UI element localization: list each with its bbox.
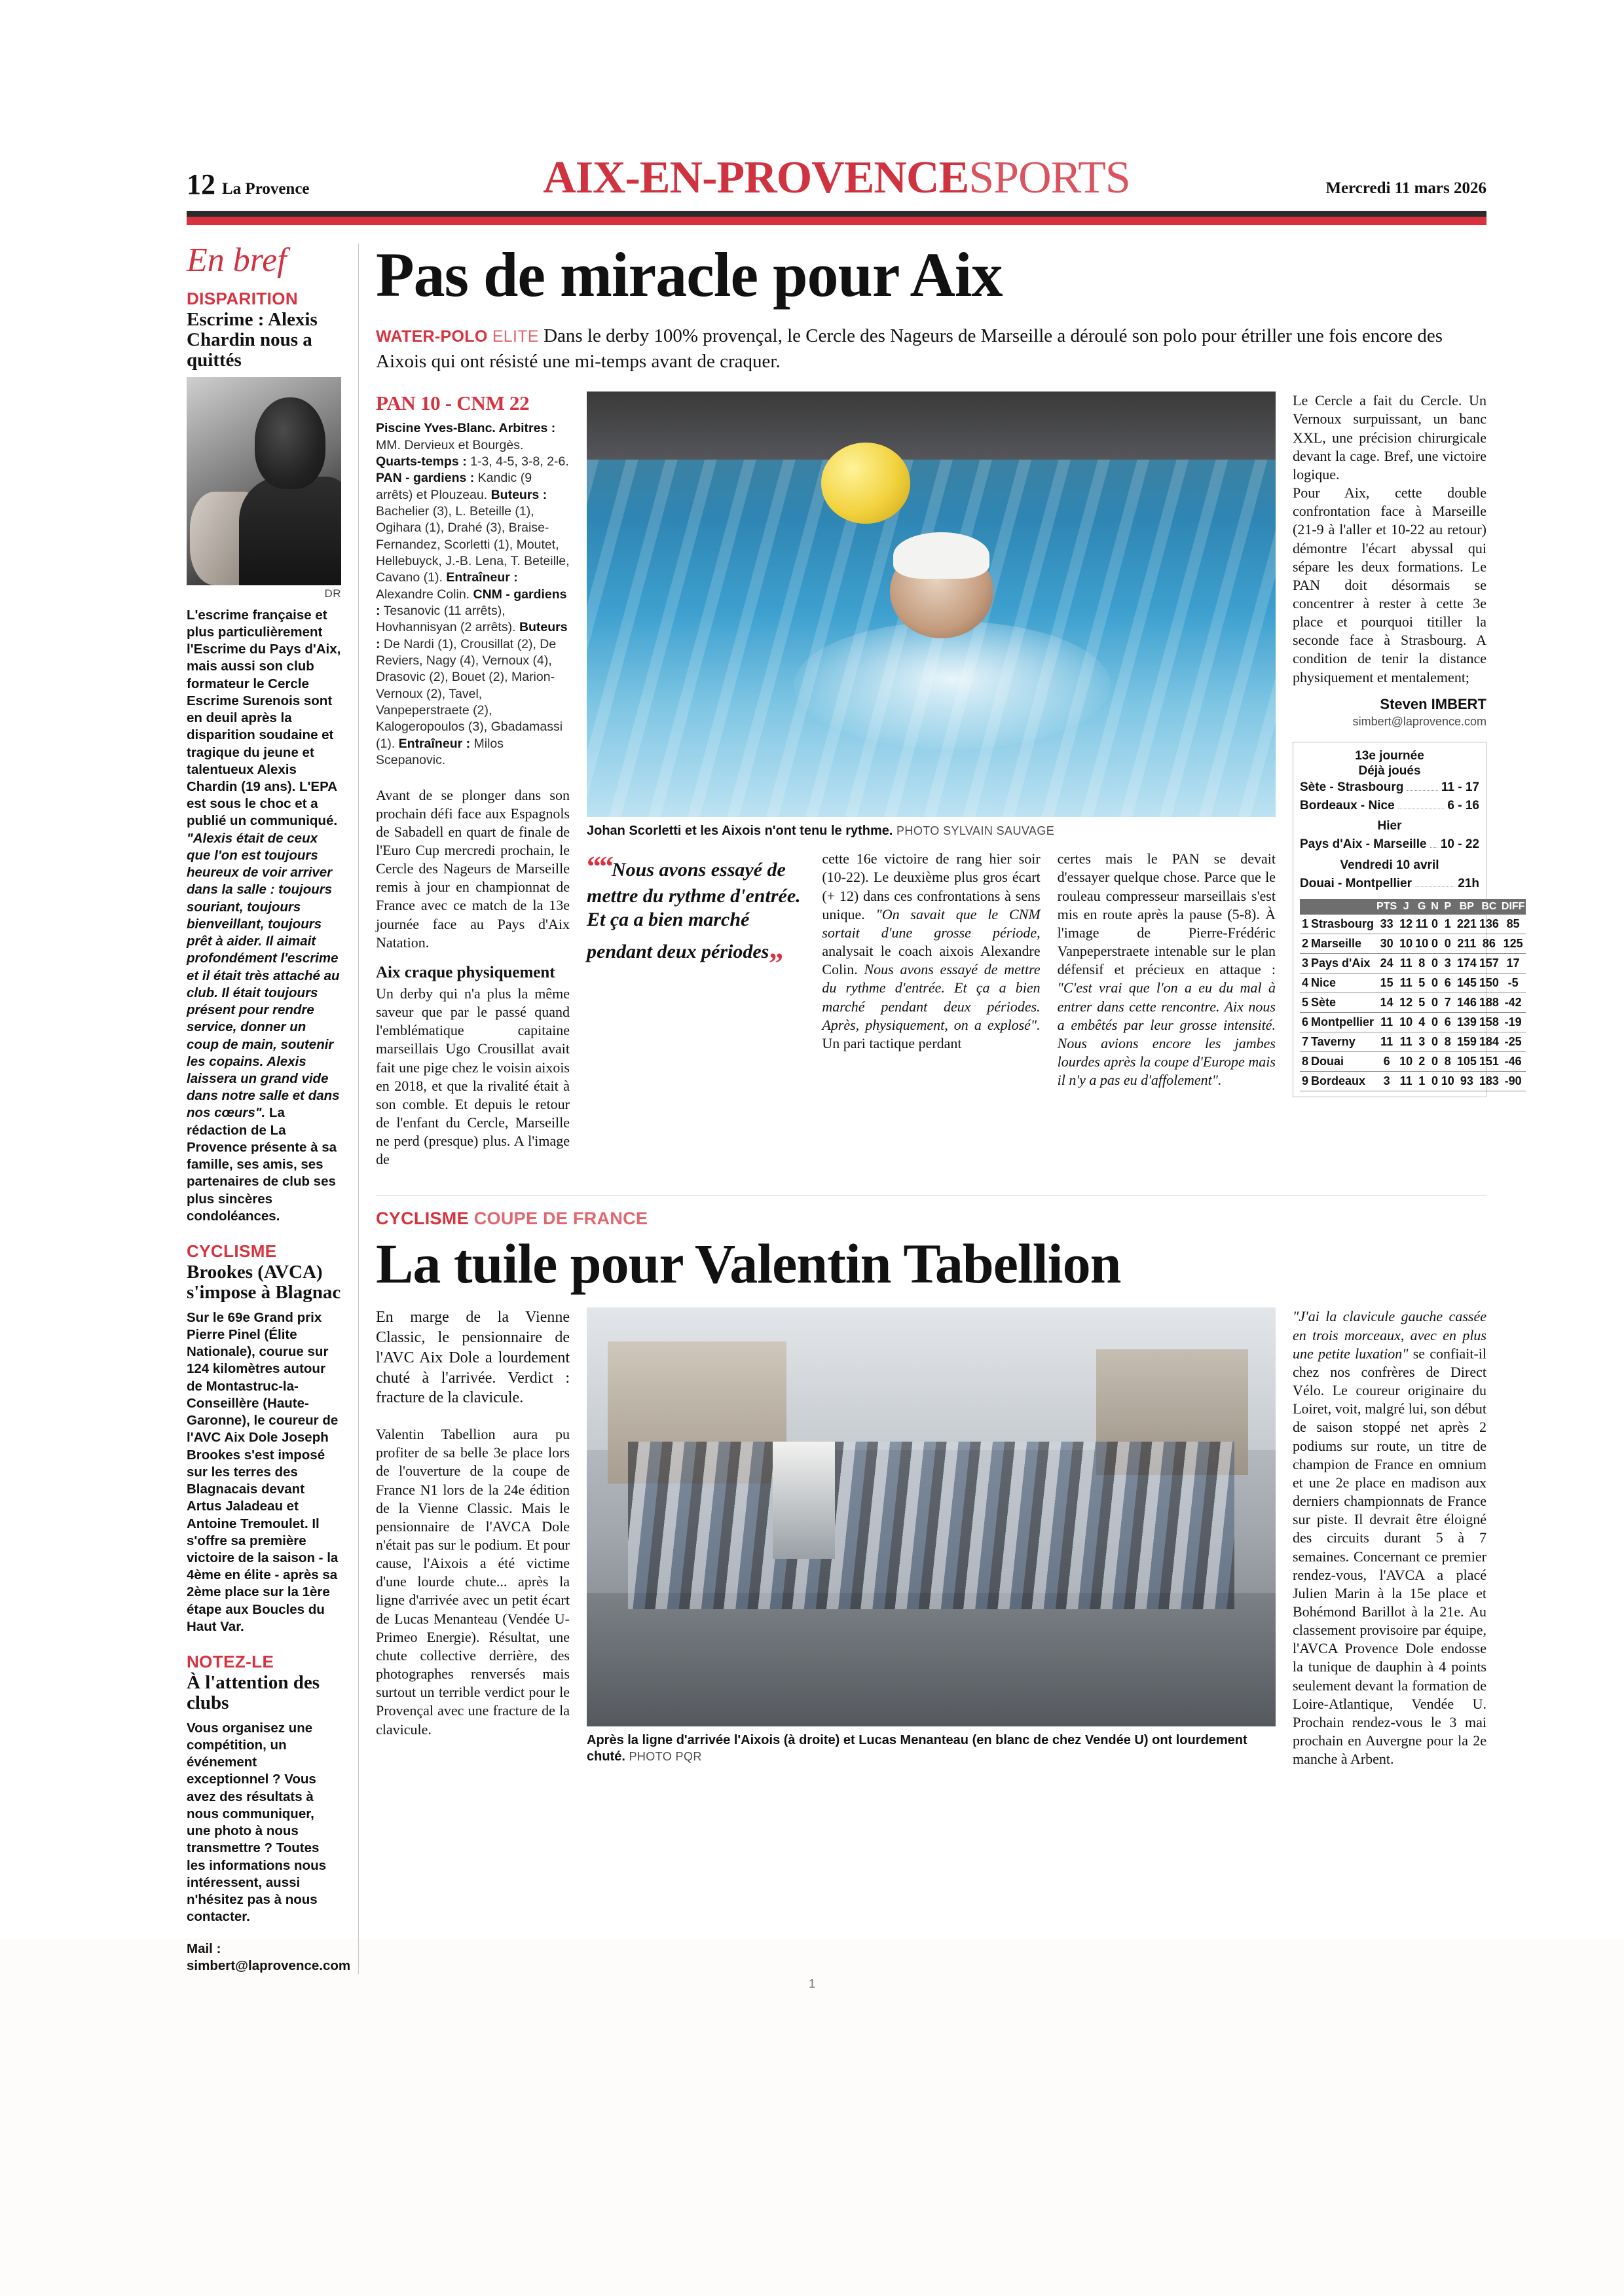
result-score: 10 - 22 — [1440, 837, 1479, 852]
standings-lost: 0 — [1440, 934, 1456, 953]
standings-lost: 7 — [1440, 993, 1456, 1012]
standings-played: 12 — [1398, 993, 1414, 1012]
standings-lost: 10 — [1440, 1071, 1456, 1091]
th-n: N — [1430, 899, 1440, 915]
standings-won: 4 — [1414, 1012, 1430, 1032]
article1-col2-p1-text: cette 16e victoire de rang hier soir (10-22). Le deuxième plus gros écart (+ 12) dans ces confrontations à sens unique. — [822, 850, 1041, 922]
facts-cnm-scorers: De Nardi (1), Crousillat (2), De Reviers, Nagy (4), Vernoux (4), Drasovic (2), Bouet (2), Marion-Vernoux (2), Tavel, Vanpeperstraete (2), Kalogeropoulos (3), Gbadamassi (1). — [376, 636, 563, 751]
standings-lost: 6 — [1440, 1012, 1456, 1032]
standings-pts: 15 — [1375, 973, 1398, 993]
standings-goals-against: 158 — [1478, 1012, 1500, 1032]
standings-position: 4 — [1300, 973, 1310, 993]
standings-won: 3 — [1414, 1032, 1430, 1051]
standings-lost: 8 — [1440, 1051, 1456, 1071]
main-content — [376, 240, 1525, 1975]
article1-col2-p1 — [822, 850, 1040, 1053]
photo2-road — [587, 1593, 1276, 1727]
standings-goal-diff: 125 — [1500, 934, 1526, 953]
brief-photo-credit: DR — [324, 587, 341, 600]
standings-goals-against: 184 — [1478, 1032, 1500, 1051]
standings-position: 5 — [1300, 993, 1310, 1012]
article2 — [376, 1195, 1486, 1768]
standings-drawn: 0 — [1430, 1012, 1440, 1032]
brief3-kicker: NOTEZ-LE — [187, 1652, 274, 1672]
standings-row — [1300, 1051, 1526, 1071]
standings-pts: 11 — [1375, 1032, 1398, 1051]
photo-waterpolo-ball — [821, 443, 911, 524]
standings-pts: 14 — [1375, 993, 1398, 1012]
standings-goal-diff: -5 — [1500, 973, 1526, 993]
result-match: Bordeaux - Nice — [1300, 798, 1395, 812]
facts-venue: MM. Dervieux et Bourgès. — [376, 437, 524, 452]
page-columns — [187, 240, 1525, 1975]
standings-position: 6 — [1300, 1012, 1310, 1032]
facts-pan-gk: Kandic (9 arrêts) et Plouzeau. — [376, 471, 532, 502]
paper-name: La Provence — [222, 180, 310, 198]
standings-won: 5 — [1414, 993, 1430, 1012]
article1-col3-p1 — [1058, 850, 1276, 1089]
match-score: PAN 10 - CNM 22 — [376, 392, 530, 415]
result-score: 11 - 17 — [1441, 780, 1479, 795]
brief-photo-alexis-chardin — [187, 377, 341, 585]
th-j: J — [1398, 899, 1414, 915]
photo-body-shape — [239, 477, 341, 585]
article2-col4-text — [1293, 1307, 1486, 1768]
standings-won: 8 — [1414, 953, 1430, 973]
standings-played: 11 — [1398, 1032, 1414, 1051]
th-pts: PTS — [1375, 899, 1398, 915]
standings-lost: 3 — [1440, 953, 1456, 973]
result-match: Douai - Montpellier — [1300, 877, 1412, 891]
brief-cyclisme — [187, 1242, 341, 1635]
standings-pts: 24 — [1375, 953, 1398, 973]
standings-team: Douai — [1310, 1051, 1375, 1071]
standings-row — [1300, 993, 1526, 1012]
sidebar-spacer-1 — [187, 1225, 341, 1242]
standings-row — [1300, 973, 1526, 993]
standings-team: Sète — [1310, 993, 1375, 1012]
brief-body-quote: "Alexis était de ceux que l'on est toujours heureux de voir arriver dans la salle : toujours souriant, toujours bienveillant, toujours prêt à aider. Il aimait profondément l'escrime et il était très attaché au club. Il était toujours présent pour rendre service, donner un coup de main, soutenir les copains. Alexis laissera un grand vide dans notre salle et dans nos cœurs". — [187, 830, 340, 1121]
standings-won: 2 — [1414, 1051, 1430, 1071]
standings-goals-for: 139 — [1456, 1012, 1478, 1032]
standings-played: 10 — [1398, 1051, 1414, 1071]
results-journee: 13e journée — [1355, 748, 1424, 763]
article1-col1-p2: Un derby qui n'a plus la même saveur que par le passé quand l'emblématique capitaine marseillais Ugo Crousillat avait fait une pige chez le voisin aixois en 2018, et que la rivalité était à son comble. Et depuis le retour de l'enfant du Cercle, Marseille ne perd (presque) plus. A l'image de — [376, 985, 570, 1168]
facts-cnm-coach: Milos Scepanovic. — [376, 736, 504, 768]
standings-goals-for: 105 — [1456, 1051, 1478, 1071]
leader-dots — [1415, 886, 1454, 887]
leader-dots — [1430, 847, 1437, 848]
th-g: G — [1414, 899, 1430, 915]
article1-col2-p2: analysait le coach aixois Alexandre Colin. — [822, 943, 1041, 978]
standings-won: 10 — [1414, 934, 1430, 953]
standings-header-row — [1300, 899, 1526, 915]
standings-goal-diff: -42 — [1500, 993, 1526, 1012]
standings-row — [1300, 953, 1526, 973]
brief3-body: Vous organisez une compétition, un événement exceptionnel ? Vous avez des résultats à nous communiquer, une photo à nous transmettre ? Toutes les informations nous intéressent, aussi n'hésitez pas à nous contacter. — [187, 1720, 326, 1925]
article2-middle — [587, 1307, 1276, 1768]
result-row — [1300, 835, 1479, 854]
photo-splash — [794, 621, 1111, 749]
page-folio: 12 — [187, 168, 215, 200]
article1-col4-p2: Pour Aix, cette double confrontation face à Marseille (21-9 à l'aller et 10-22 au retour) démontre l'écart abyssal qui sépare les deux formations. Le PAN doit désormais se concentrer à rester à cette 3e place et pourquoi titiller la seconde face à Strasbourg. A condition de tenir la distance physiquement et mentalement; — [1293, 484, 1486, 685]
article1-col4-text — [1293, 392, 1486, 687]
standings-position: 7 — [1300, 1032, 1310, 1051]
standings-goals-against: 136 — [1478, 915, 1500, 934]
standings-goals-against: 150 — [1478, 973, 1500, 993]
standings-pts: 3 — [1375, 1071, 1398, 1091]
standings-goals-for: 159 — [1456, 1032, 1478, 1051]
standings-pts: 6 — [1375, 1051, 1398, 1071]
brief3-mail: Mail : simbert@laprovence.com — [187, 1941, 351, 1973]
standings-row — [1300, 1071, 1526, 1091]
article1-headline: Pas de miracle pour Aix — [376, 240, 1003, 310]
brief2-body: Sur le 69e Grand prix Pierre Pinel (Élite Nationale), courue sur 124 kilomètres autour de Montastruc-la-Conseillère (Haute-Garonne), le coureur de l'AVC Aix Dole Joseph Brookes s'est imposé sur les terres des Blagnacais devant Artus Jaladeau et Antoine Tremoulet. Il s'offre sa première victoire de la saison - la 4ème en élite - après sa 2ème place sur la 1ère étape aux Boucles du Haut Var. — [187, 1309, 339, 1634]
masthead — [187, 151, 1486, 211]
masthead-rule-dark — [187, 211, 1486, 217]
sidebar-en-bref — [187, 244, 358, 1975]
standings-row — [1300, 1032, 1526, 1051]
article1-kicker-level: ELITE — [492, 327, 539, 346]
brief2-kicker: CYCLISME — [187, 1241, 277, 1262]
th-diff: DIFF — [1500, 899, 1526, 915]
standings-position: 3 — [1300, 953, 1310, 973]
masthead-date: Mercredi 11 mars 2026 — [1325, 179, 1486, 197]
standings-goals-against: 183 — [1478, 1071, 1500, 1091]
article1-middle-columns — [587, 850, 1276, 1089]
standings-goals-for: 146 — [1456, 993, 1478, 1012]
brief3-headline: À l'attention des clubs — [187, 1671, 320, 1713]
article1-photo-caption — [587, 823, 1276, 839]
masthead-title-section: SPORTS — [969, 153, 1130, 203]
caption2-text: Après la ligne d'arrivée l'Aixois (à droite) et Lucas Menanteau (en blanc de chez Vendée U) ont lourdement chuté. — [587, 1733, 1247, 1764]
standings-row — [1300, 1012, 1526, 1032]
standings-lost: 1 — [1440, 915, 1456, 934]
result-score: 21h — [1458, 877, 1479, 891]
article2-col4 — [1293, 1307, 1486, 1768]
standings-team: Pays d'Aix — [1310, 953, 1375, 973]
result-row — [1300, 875, 1479, 893]
masthead-title-city: AIX-EN-PROVENCE — [543, 153, 969, 203]
standings-drawn: 0 — [1430, 1032, 1440, 1051]
article1-byline-mail: simbert@laprovence.com — [1352, 714, 1486, 728]
facts-cnm-coach-label: Entraîneur : — [398, 736, 471, 751]
article1-col1-p1: Avant de se plonger dans son prochain défi face aux Espagnols de Sabadell en quart de finale de l'Euro Cup mercredi prochain, le Cercle des Nageurs de Marseille remis à jour en championnat de France avec ce match de la 13e journée face au Pays d'Aix Natation. — [376, 786, 570, 951]
standings-team: Montpellier — [1310, 1012, 1375, 1032]
standings-position: 9 — [1300, 1071, 1310, 1091]
caption-text: Johan Scorletti et les Aixois n'ont tenu le rythme. — [587, 824, 893, 839]
article2-headline: La tuile pour Valentin Tabellion — [376, 1232, 1121, 1296]
caption2-photo-credit: PHOTO PQR — [629, 1750, 702, 1764]
article1-col2-p3: Un pari tactique perdant — [822, 1034, 962, 1051]
standings-team: Strasbourg — [1310, 915, 1375, 934]
standings-team: Marseille — [1310, 934, 1375, 953]
sheet-page-marker: 1 — [808, 1977, 815, 1990]
article1-col2 — [587, 850, 805, 1089]
standings-body — [1300, 915, 1526, 1091]
standings-goal-diff: -25 — [1500, 1032, 1526, 1051]
photo-pool-deck — [587, 392, 1276, 460]
standings-goal-diff: 85 — [1500, 915, 1526, 934]
standings-table — [1300, 899, 1526, 1091]
article1-chapo — [376, 323, 1486, 374]
result-score: 6 - 16 — [1447, 798, 1479, 812]
article2-kicker-sport: CYCLISME — [376, 1209, 469, 1229]
standings-lost: 6 — [1440, 973, 1456, 993]
pull-quote-text: Nous avons essayé de mettre du rythme d'entrée. Et ça a bien marché pendant deux périodes — [587, 859, 801, 963]
quote-mark-icon: ““ — [587, 850, 612, 883]
standings-drawn: 0 — [1430, 1051, 1440, 1071]
article2-photo-caption — [587, 1732, 1276, 1765]
facts-pan-coach-label: Entraîneur : — [446, 570, 518, 585]
th-pos — [1300, 899, 1310, 915]
brief2-headline: Brookes (AVCA) s'impose à Blagnac — [187, 1261, 341, 1303]
standings-position: 8 — [1300, 1051, 1310, 1071]
standings-goals-against: 151 — [1478, 1051, 1500, 1071]
standings-goals-against: 86 — [1478, 934, 1500, 953]
facts-cnm-label: CNM - gardiens : — [376, 587, 567, 619]
article1-col4-p1: Le Cercle a fait du Cercle. Un Vernoux surpuissant, un banc XXL, une précision chirurgicale devant la cage. Bref, une victoire logique. — [1293, 392, 1486, 483]
article1-middle — [587, 392, 1276, 1169]
standings-goal-diff: -90 — [1500, 1071, 1526, 1091]
article1-col1 — [376, 392, 570, 1169]
article2-col1-text: Valentin Tabellion aura pu profiter de sa belle 3e place lors de l'ouverture de la coupe de France N1 lors de la 24e édition de la Vienne Classic. Mais le pensionnaire de l'AVCA Dole n'était pas sur le podium. Et pour cause, l'Aixois a été victime d'une lourde chute... après la ligne d'arrivée avec un petit écart de Lucas Menanteau (Vendée U-Primeo Energie). Résultat, une chute collective derrière, des photographes renversés mais surtout un terrible verdict pour le Provençal avec une fracture de la clavicule. — [376, 1426, 570, 1738]
article2-photo-cycling — [587, 1307, 1276, 1726]
standings-pts: 11 — [1375, 1012, 1398, 1032]
standings-row — [1300, 934, 1526, 953]
standings-drawn: 0 — [1430, 1071, 1440, 1091]
standings-played: 10 — [1398, 934, 1414, 953]
article2-kicker — [376, 1209, 1486, 1229]
standings-played: 11 — [1398, 973, 1414, 993]
masthead-rule-red — [187, 217, 1486, 225]
standings-drawn: 0 — [1430, 934, 1440, 953]
article1-col3-q1: "C'est vrai que l'on a eu du mal à entrer dans cette rencontre. Aix nous a embêtés par leur grosse intensité. Nous avions encore les jambes lourdes après la coupe d'Europe mais il n'y a pas eu d'affolement". — [1057, 979, 1276, 1089]
quote-mark-end-icon: „ — [769, 932, 782, 965]
th-team — [1310, 899, 1375, 915]
standings-won: 5 — [1414, 973, 1430, 993]
article1-col3-p1-text: certes mais le PAN se devait d'essayer quelque chose. Parce que le rouleau compresseur marseillais s'est mis en route après la pause (5-8). À l'image de Pierre-Frédéric Vanpeperstraete intenable sur le plan défensif et précieux en attaque : — [1057, 850, 1276, 978]
facts-pan-scorers-label: Buteurs : — [490, 487, 547, 502]
article1-subhead: Aix craque physiquement — [376, 963, 555, 981]
standings-goals-for: 211 — [1456, 934, 1478, 953]
standings-team: Taverny — [1310, 1032, 1375, 1051]
standings-drawn: 0 — [1430, 993, 1440, 1012]
sidebar-spacer-2 — [187, 1635, 341, 1652]
article1-byline: Steven IMBERT — [1380, 695, 1486, 712]
standings-played: 11 — [1398, 953, 1414, 973]
standings-goal-diff: -19 — [1500, 1012, 1526, 1032]
standings-team: Nice — [1310, 973, 1375, 993]
standings-pts: 33 — [1375, 915, 1398, 934]
photo2-winner — [773, 1442, 835, 1559]
standings-lost: 8 — [1440, 1032, 1456, 1051]
photo2-peloton — [628, 1442, 1234, 1609]
standings-drawn: 0 — [1430, 953, 1440, 973]
results-next-label: Vendredi 10 avril — [1340, 858, 1439, 873]
article1-kicker-sport: WATER-POLO — [376, 327, 488, 346]
article1-pull-quote — [587, 850, 805, 966]
standings-won: 1 — [1414, 1071, 1430, 1091]
article2-chapo: En marge de la Vienne Classic, le pensionnaire de l'AVC Aix Dole a lourdement chuté à l'arrivée. Verdict : fracture de la clavicule. — [376, 1309, 570, 1407]
article2-col1 — [376, 1307, 570, 1768]
brief-kicker: DISPARITION — [187, 289, 299, 308]
standings-goals-for: 174 — [1456, 953, 1478, 973]
standings-goals-against: 157 — [1478, 953, 1500, 973]
standings-goals-for: 93 — [1456, 1071, 1478, 1091]
results-hier-label: Hier — [1377, 819, 1402, 833]
brief-headline: Escrime : Alexis Chardin nous a quittés — [187, 308, 318, 371]
facts-cnm-scorers-label: Buteurs : — [376, 620, 568, 651]
article1-chapo-text: Dans le derby 100% provençal, le Cercle des Nageurs de Marseille a déroulé son polo pour étriller une fois encore des Aixois qui ont résisté une mi-temps avant de craquer. — [376, 325, 1443, 373]
match-facts — [376, 420, 570, 769]
standings-drawn: 0 — [1430, 973, 1440, 993]
standings-played: 11 — [1398, 1071, 1414, 1091]
result-row — [1300, 778, 1479, 797]
standings-team: Bordeaux — [1310, 1071, 1375, 1091]
article1-photo-waterpolo — [587, 392, 1276, 817]
standings-played: 10 — [1398, 1012, 1414, 1032]
photo-player-cap — [893, 532, 989, 579]
leader-dots — [1407, 790, 1438, 791]
standings-goals-for: 145 — [1456, 973, 1478, 993]
facts-pan-coach: Alexandre Colin. — [376, 587, 470, 602]
brief-body-part2: La rédaction de La Provence présente à sa famille, ses amis, ses partenaires de club ses plus sincères condoléances. — [187, 1105, 337, 1224]
th-bc: BC — [1478, 899, 1500, 915]
article1-col4 — [1293, 392, 1525, 1169]
brief-body-part1: L'escrime française et plus particulièrement l'Escrime du Pays d'Aix, mais aussi son club formateur le Cercle Escrime Surenois sont en deuil après la disparition soudaine et tragique du jeune et talentueux Alexis Chardin (19 ans). L'EPA est sous le choc et a publié un communiqué. — [187, 607, 341, 829]
article2-columns — [376, 1307, 1486, 1768]
photo-head-shape — [255, 397, 326, 489]
th-p: P — [1440, 899, 1456, 915]
column-divider — [358, 244, 359, 1975]
article1-col3-text — [1058, 850, 1276, 1089]
facts-cnm-gk: Tesanovic (11 arrêts), Hovhannisyan (2 arrêts). — [376, 604, 519, 635]
standings-goals-against: 188 — [1478, 993, 1500, 1012]
results-played-list — [1300, 778, 1479, 814]
standings-goal-diff: -46 — [1500, 1051, 1526, 1071]
result-row — [1300, 797, 1479, 815]
article1-columns — [376, 392, 1525, 1169]
results-box — [1293, 742, 1525, 1097]
article1-col2-text — [822, 850, 1040, 1089]
facts-quarters-label: Quarts-temps : — [376, 454, 467, 469]
standings-won: 11 — [1414, 915, 1430, 934]
standings-pts: 30 — [1375, 934, 1398, 953]
facts-venue-label: Piscine Yves-Blanc. Arbitres : — [376, 421, 556, 436]
article1-col1-text — [376, 786, 570, 1169]
standings-played: 12 — [1398, 915, 1414, 934]
brief-body — [187, 607, 341, 1225]
facts-pan-label: PAN - gardiens : — [376, 471, 475, 486]
brief-disparition — [187, 289, 341, 1225]
article2-col4-body: se confiait-il chez nos confrères de Direct Vélo. Le coureur originaire du Loiret, voit, malgré lui, son début de saison stoppé net après 2 podiums sur route, un titre de champion de France en omnium et une 2e place en madison aux derniers championnats de France sur piste. Il devrait être éloigné des circuits durant 5 à 7 semaines. Concernant ce premier rendez-vous, l'AVCA a placé Julien Marin à la 15e place et Bohémond Barillot à la 21e. Au classement provisoire par équipe, l'AVCA Provence Dole endosse la tunique de dauphin à 4 points seulement devant la formation de Loire-Atlantique, Vendée U. Prochain rendez-vous le 3 mai prochain en Auvergne pour la 2e manche à Arbent. — [1293, 1345, 1486, 1768]
brief-notez-le — [187, 1652, 351, 1975]
standings-position: 1 — [1300, 915, 1310, 934]
article1-col2-q1: "On savait que le CNM sortait d'une grosse période, — [822, 905, 1041, 941]
page-content — [187, 151, 1525, 1975]
standings-drawn: 0 — [1430, 915, 1440, 934]
standings-goals-for: 221 — [1456, 915, 1478, 934]
article2-kicker-competition: COUPE DE FRANCE — [473, 1209, 648, 1229]
caption-photo-credit: PHOTO SYLVAIN SAUVAGE — [896, 824, 1055, 838]
facts-pan-scorers: Bachelier (3), L. Beteille (1), Ogihara (1), Drahé (3), Braise-Fernandez, Scorletti (1), Moutet, Hellebuyck, J.-B. Lena, T. Beteille, Cavano (1). — [376, 504, 570, 585]
th-bp: BP — [1456, 899, 1478, 915]
article2-col4-quote: "J'ai la clavicule gauche cassée en trois morceaux, avec en plus une petite luxation" — [1293, 1308, 1486, 1362]
standings-header — [1300, 899, 1526, 915]
standings-row — [1300, 915, 1526, 934]
results-deja-joues: Déjà joués — [1358, 763, 1421, 778]
result-match: Sète - Strasbourg — [1300, 780, 1404, 795]
facts-quarters: 1-3, 4-5, 3-8, 2-6. — [466, 454, 569, 469]
standings-goal-diff: 17 — [1500, 953, 1526, 973]
result-match: Pays d'Aix - Marseille — [1300, 837, 1427, 852]
article1-col2-q2: Nous avons essayé de mettre du rythme d'entrée. Et ça a bien marché pendant deux périodes. Après, physiquement, on a explosé". — [822, 961, 1041, 1033]
standings-position: 2 — [1300, 934, 1310, 953]
sidebar-section-title: En bref — [187, 242, 287, 279]
masthead-title — [187, 152, 1486, 204]
